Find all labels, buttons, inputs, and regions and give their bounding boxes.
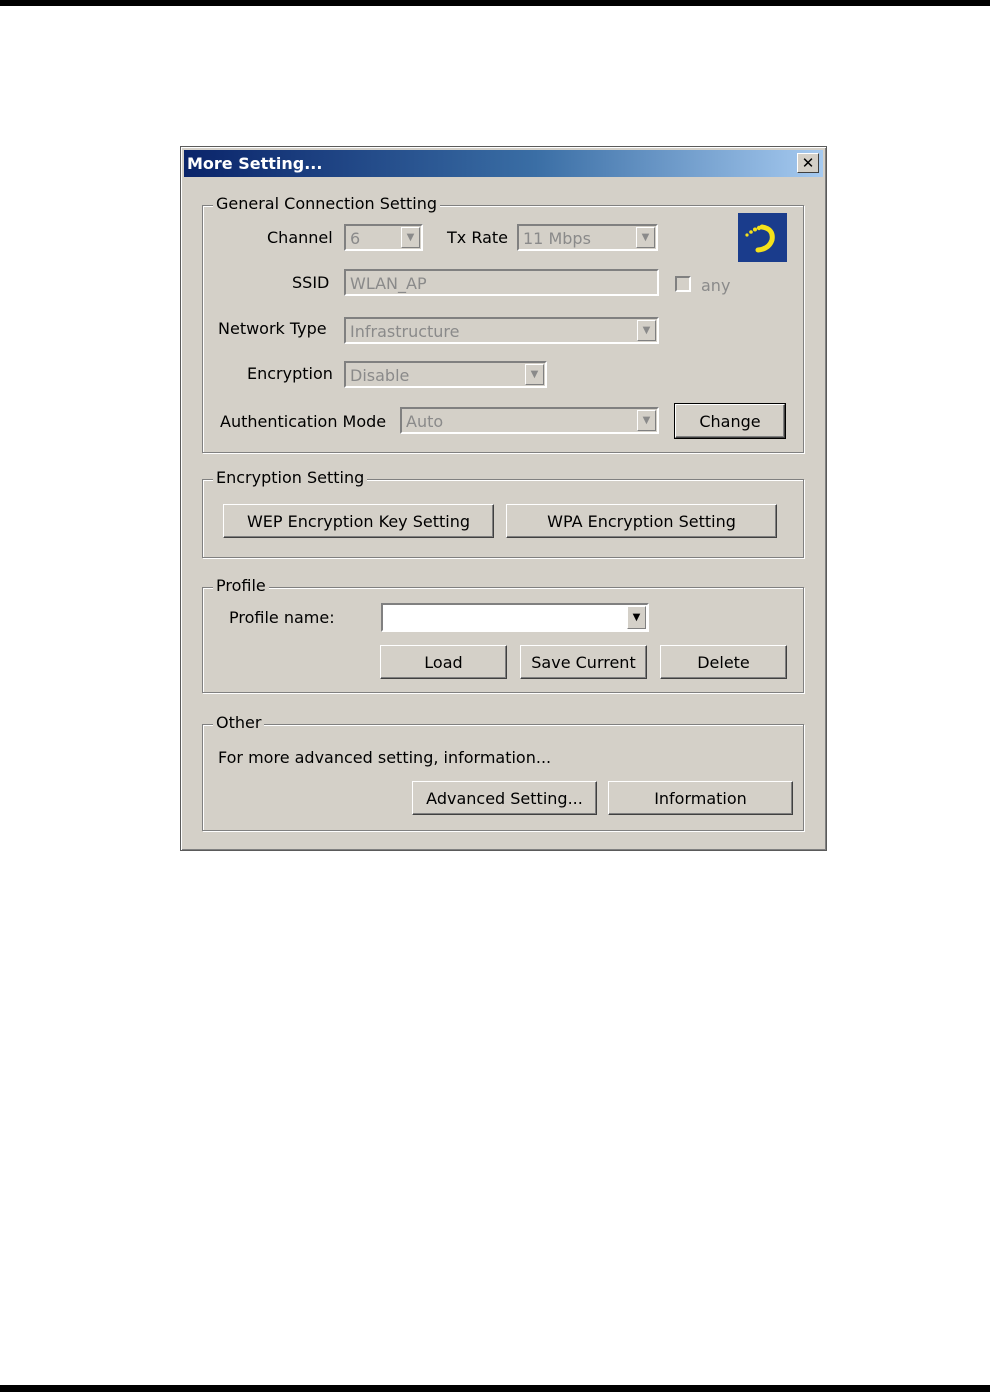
close-button[interactable] [797,153,819,173]
txrate-label: Tx Rate [447,228,509,247]
other-description: For more advanced setting, information... [218,748,552,767]
network-type-select[interactable] [344,317,659,344]
chevron-down-icon[interactable]: ▼ [627,606,646,629]
encryption-setting-legend: Encryption Setting [213,468,367,487]
profile-name-label: Profile name: [229,608,335,627]
ssid-field[interactable] [344,269,659,296]
auth-mode-label: Authentication Mode [220,412,387,431]
channel-select[interactable] [344,224,423,251]
title-bar[interactable] [184,150,823,177]
txrate-select[interactable] [517,224,658,251]
load-button[interactable]: Load [380,645,507,679]
channel-value: 6 [350,229,361,248]
chevron-down-icon[interactable]: ▼ [636,227,655,248]
advanced-setting-button[interactable]: Advanced Setting... [412,781,597,815]
auth-mode-select[interactable] [400,407,659,434]
chevron-down-icon[interactable]: ▼ [637,320,656,341]
txrate-value: 11 Mbps [523,229,591,248]
any-checkbox[interactable] [675,276,691,292]
change-button[interactable]: Change [675,404,785,438]
page-top-rule [0,0,990,6]
network-type-label: Network Type [218,319,327,338]
wpa-setting-button[interactable]: WPA Encryption Setting [506,504,777,538]
network-type-value: Infrastructure [350,322,460,341]
chevron-down-icon[interactable]: ▼ [525,364,544,385]
ssid-value: WLAN_AP [350,274,427,293]
ssid-label: SSID [292,273,330,292]
wireless-logo-icon [738,213,787,262]
chevron-down-icon[interactable]: ▼ [401,227,420,248]
general-connection-legend: General Connection Setting [213,194,440,213]
delete-button[interactable]: Delete [660,645,787,679]
auth-mode-value: Auto [406,412,444,431]
wep-key-setting-button[interactable]: WEP Encryption Key Setting [223,504,494,538]
page-bottom-rule [0,1385,990,1392]
information-button[interactable]: Information [608,781,793,815]
encryption-value: Disable [350,366,410,385]
chevron-down-icon[interactable]: ▼ [637,410,656,431]
profile-legend: Profile [213,576,269,595]
wireless-logo-graphic [738,213,787,262]
profile-name-select[interactable] [381,603,649,632]
encryption-label: Encryption [247,364,333,383]
channel-label: Channel [267,228,333,247]
other-legend: Other [213,713,264,732]
window-title: More Setting... [187,154,323,173]
any-label: any [701,276,731,295]
save-current-button[interactable]: Save Current [520,645,647,679]
encryption-select[interactable] [344,361,547,388]
close-icon: ✕ [801,154,815,172]
